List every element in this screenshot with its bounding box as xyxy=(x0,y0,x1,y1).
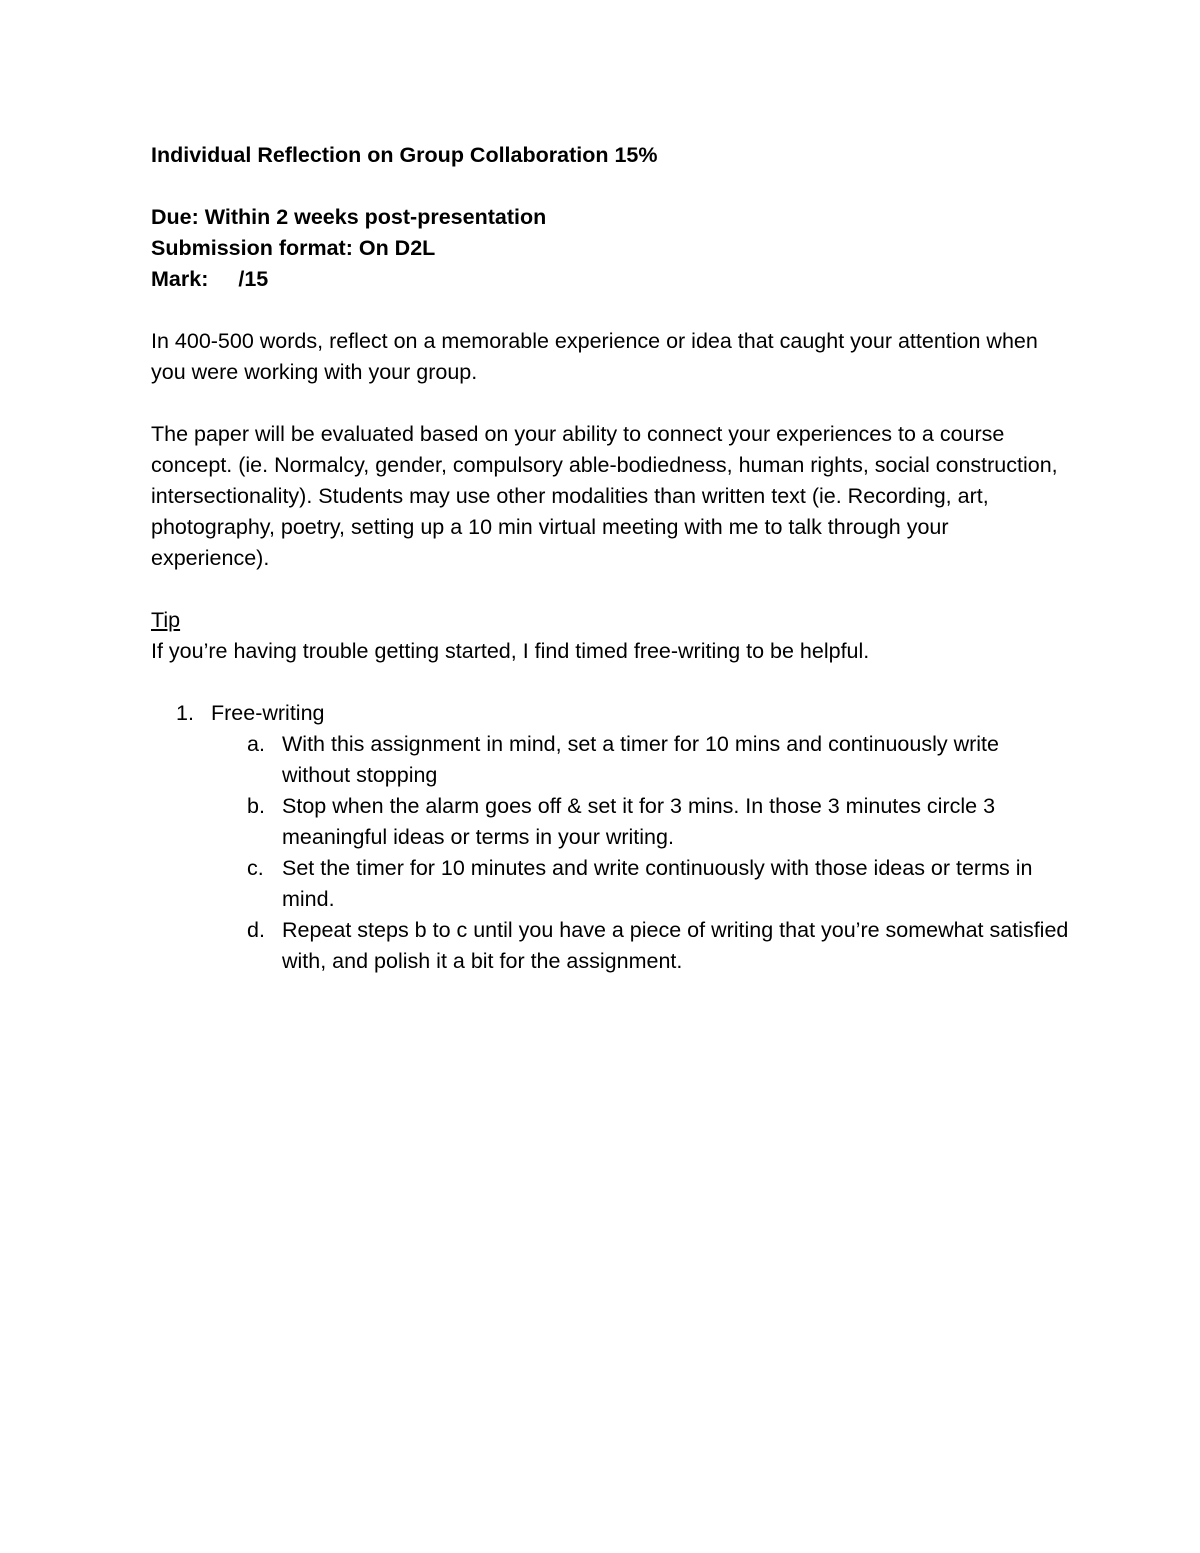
mark-value: /15 xyxy=(238,267,269,291)
substep-letter: a. xyxy=(247,732,265,756)
list-item xyxy=(151,698,1071,977)
substep-text: With this assignment in mind, set a timer for 10 mins and continuously write without stopping xyxy=(282,732,999,787)
assignment-meta xyxy=(151,202,1071,295)
evaluation-paragraph: The paper will be evaluated based on your ability to connect your experiences to a course concept. (ie. Normalcy, gender, compulsory able-bodiedness, human rights, social construction, intersectionality). Students may use other modalities than written text (ie. Recording, art, photography, poetry, setting up a 10 min virtual meeting with me to talk through your experience). xyxy=(151,422,1058,570)
steps-list xyxy=(151,698,1071,977)
mark-line xyxy=(151,264,1071,295)
list-item xyxy=(211,791,1072,853)
tip-text: If you’re having trouble getting started, I find timed free-writing to be helpful. xyxy=(151,639,870,663)
due-date: Due: Within 2 weeks post-presentation xyxy=(151,205,547,229)
tip-heading: Tip xyxy=(151,608,181,632)
substep-letter: b. xyxy=(247,794,265,818)
document-title: Individual Reflection on Group Collaboration 15% xyxy=(151,143,658,167)
submission-format: Submission format: On D2L xyxy=(151,236,436,260)
step-label: Free-writing xyxy=(211,701,325,725)
substep-text: Set the timer for 10 minutes and write continuously with those ideas or terms in mind. xyxy=(282,856,1033,911)
list-item xyxy=(211,853,1072,915)
substeps-list xyxy=(211,729,1071,977)
substep-letter: d. xyxy=(247,918,265,942)
mark-label: Mark: xyxy=(151,267,209,291)
document-page xyxy=(151,140,1071,977)
substep-text: Repeat steps b to c until you have a piece of writing that you’re somewhat satisfied with, and polish it a bit for the assignment. xyxy=(282,918,1069,973)
substep-letter: c. xyxy=(247,856,264,880)
list-item xyxy=(211,915,1072,977)
substep-text: Stop when the alarm goes off & set it for 3 mins. In those 3 minutes circle 3 meaningful ideas or terms in your writing. xyxy=(282,794,996,849)
step-number: 1. xyxy=(176,701,194,725)
list-item xyxy=(211,729,1072,791)
instructions-paragraph: In 400-500 words, reflect on a memorable experience or idea that caught your attention when you were working with your group. xyxy=(151,329,1038,384)
